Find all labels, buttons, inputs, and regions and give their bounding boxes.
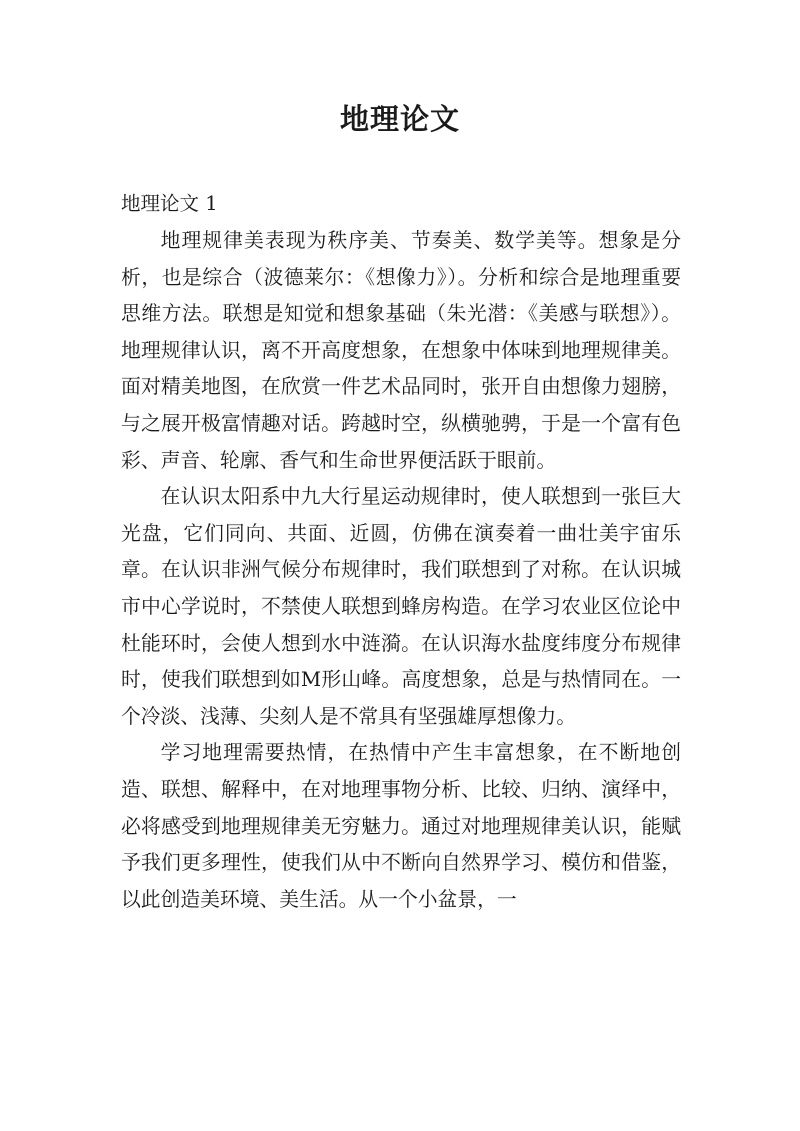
body-paragraph: 学习地理需要热情，在热情中产生丰富想象，在不断地创造、联想、解释中，在对地理事物分析、比较、归纳、演绎中，必将感受到地理规律美无穷魅力。通过对地理规律美认识，能赋予我们更多理性，使我们从中不断向自然界学习、模仿和借鉴，以此创造美环境、美生活。从一个小盆景，一 [121, 741, 681, 911]
section-heading: 地理论文 1 [121, 192, 218, 215]
document-body [121, 223, 681, 918]
body-paragraph: 地理规律美表现为秩序美、节奏美、数学美等。想象是分析，也是综合（波德莱尔：《想像力》）。分析和综合是地理重要思维方法。联想是知觉和想象基础（朱光潜：《美感与联想》）。地理规律认识，离不开高度想象，在想象中体味到地理规律美。面对精美地图，在欣赏一件艺术品同时，张开自由想像力翅膀，与之展开极富情趣对话。跨越时空，纵横驰骋，于是一个富有色彩、声音、轮廓、香气和生命世界便活跃于眼前。 [121, 229, 681, 472]
document-title: 地理论文 [339, 102, 460, 136]
body-paragraph: 在认识太阳系中九大行星运动规律时，使人联想到一张巨大光盘，它们同向、共面、近圆，仿佛在演奏着一曲壮美宇宙乐章。在认识非洲气候分布规律时，我们联想到了对称。在认识城市中心学说时，不禁使人联想到蜂房构造。在学习农业区位论中杜能环时，会使人想到水中涟漪。在认识海水盐度纬度分布规律时，使我们联想到如M形山峰。高度想象，总是与热情同在。一个冷淡、浅薄、尖刻人是不常具有坚强雄厚想像力。 [121, 485, 681, 728]
